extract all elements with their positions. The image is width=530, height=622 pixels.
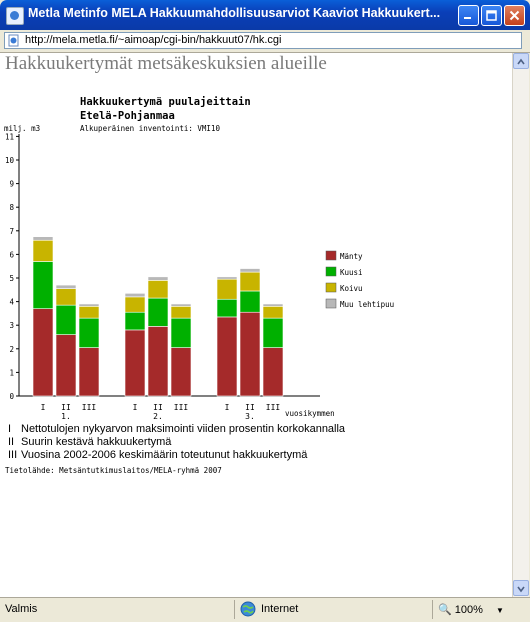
status-text: Valmis (5, 603, 38, 615)
x-tick-label: III (265, 403, 281, 412)
bar-segment (125, 312, 145, 330)
bar-segment (240, 291, 260, 312)
status-divider (432, 600, 433, 619)
zone-label: Internet (261, 603, 299, 615)
bar-segment (171, 304, 191, 306)
group-label: 1. (61, 412, 71, 421)
status-divider (234, 600, 235, 619)
minimize-button[interactable] (458, 5, 479, 26)
bar-segment (125, 330, 145, 396)
note-text: Vuosina 2002-2006 keskimäärin toteutunut hakkuukertymä (21, 449, 308, 461)
y-tick-label: 9 (9, 179, 14, 189)
bar-segment (125, 293, 145, 297)
group-label: 2. (153, 412, 163, 421)
zoom-level: 100% (454, 604, 483, 616)
y-tick-label: 10 (4, 156, 14, 165)
x-tick-label: II (153, 403, 163, 412)
bar-segment (33, 240, 53, 261)
bar-segment (171, 318, 191, 348)
bar-segment (56, 335, 76, 396)
x-tick-label: I (40, 403, 46, 412)
y-axis-label: milj. m3 (4, 124, 41, 133)
y-tick-label: 5 (9, 274, 14, 283)
bar-segment (217, 317, 237, 396)
zoom-icon: 🔍 (438, 604, 452, 616)
bar-segment (171, 348, 191, 396)
bar-segment (217, 279, 237, 299)
bar-segment (171, 306, 191, 318)
vertical-scrollbar[interactable] (512, 53, 529, 597)
bar-segment (33, 261, 53, 308)
bar-segment (125, 297, 145, 312)
bar-segment (240, 312, 260, 396)
chart-subtitle: Etelä-Pohjanmaa (80, 110, 175, 122)
scroll-up-button[interactable] (513, 53, 529, 69)
bar-segment (56, 289, 76, 306)
data-source: Tietolähde: Metsäntutkimuslaitos/MELA-ryhmä 2007 (5, 466, 222, 475)
address-field[interactable] (4, 32, 522, 49)
close-button[interactable] (504, 5, 525, 26)
bar-segment (79, 306, 99, 318)
y-tick-label: 2 (9, 344, 14, 354)
inventory-note: Alkuperäinen inventointi: VMI10 (80, 124, 220, 133)
bar-segment (263, 348, 283, 396)
bar-segment (79, 348, 99, 396)
note-text: Nettotulojen nykyarvon maksimointi viiden prosentin korkokannalla (21, 423, 346, 435)
x-axis-label: vuosikymmen (285, 409, 335, 418)
window-title: Metla Metinfo MELA Hakkuumahdollisuusarviot Kaaviot Hakkuukert... (28, 6, 441, 20)
y-tick-label: 3 (9, 321, 14, 331)
bar-segment (148, 326, 168, 396)
y-tick-label: 11 (4, 132, 14, 142)
zoom-control[interactable] (438, 603, 504, 616)
browser-icon (6, 7, 24, 25)
address-bar (0, 30, 530, 53)
page-icon (7, 34, 20, 47)
bar-segment (240, 272, 260, 291)
x-tick-label: III (173, 403, 189, 412)
group-label: 3. (245, 412, 255, 421)
x-tick-label: II (245, 403, 255, 412)
x-tick-label: I (132, 403, 138, 412)
bar-segment (33, 237, 53, 241)
note-number: III (8, 449, 18, 461)
legend-label: Muu lehtipuu (340, 300, 395, 309)
bar-segment (148, 298, 168, 326)
bar-segment (79, 304, 99, 306)
scroll-down-button[interactable] (513, 580, 529, 596)
bar-segment (217, 299, 237, 317)
legend-label: Koivu (340, 284, 363, 293)
bar-segment (33, 309, 53, 396)
x-tick-label: II (61, 403, 71, 412)
y-tick-label: 7 (9, 226, 14, 236)
bar-segment (148, 280, 168, 298)
bar-segment (263, 318, 283, 348)
y-tick-label: 8 (9, 203, 14, 213)
y-tick-label: 4 (9, 297, 14, 307)
y-tick-label: 6 (9, 250, 14, 260)
legend-label: Kuusi (340, 268, 363, 277)
chevron-down-icon: ▼ (495, 606, 504, 615)
note-number: II (8, 436, 15, 448)
bar-segment (56, 305, 76, 335)
y-tick-label: 0 (9, 392, 14, 401)
arrow-down-icon (514, 582, 528, 596)
legend-swatch (326, 267, 336, 276)
page-content (0, 53, 512, 597)
note-number: I (8, 423, 12, 435)
legend-label: Mänty (340, 252, 363, 261)
legend-swatch (326, 283, 336, 292)
bar-segment (56, 285, 76, 289)
arrow-up-icon (514, 55, 528, 69)
page-title: Hakkuukertymät metsäkeskuksien alueille (5, 53, 327, 74)
bar-segment (217, 277, 237, 279)
bar-segment (263, 304, 283, 306)
maximize-button[interactable] (481, 5, 502, 26)
status-bar (0, 597, 530, 622)
y-tick-label: 1 (9, 368, 14, 378)
legend-swatch (326, 251, 336, 260)
bar-segment (240, 269, 260, 273)
x-tick-label: I (224, 403, 230, 412)
x-tick-label: III (81, 403, 97, 412)
title-bar (0, 0, 530, 30)
note-text: Suurin kestävä hakkuukertymä (21, 436, 172, 448)
legend-swatch (326, 299, 336, 308)
globe-icon (240, 601, 256, 617)
bar-segment (79, 318, 99, 348)
address-url: http://mela.metla.fi/~aimoap/cgi-bin/hakkuut07/hk.cgi (25, 34, 282, 46)
chart (0, 53, 512, 423)
bar-segment (263, 306, 283, 318)
bar-segment (148, 277, 168, 281)
chart-title: Hakkuukertymä puulajeittain (80, 96, 251, 108)
